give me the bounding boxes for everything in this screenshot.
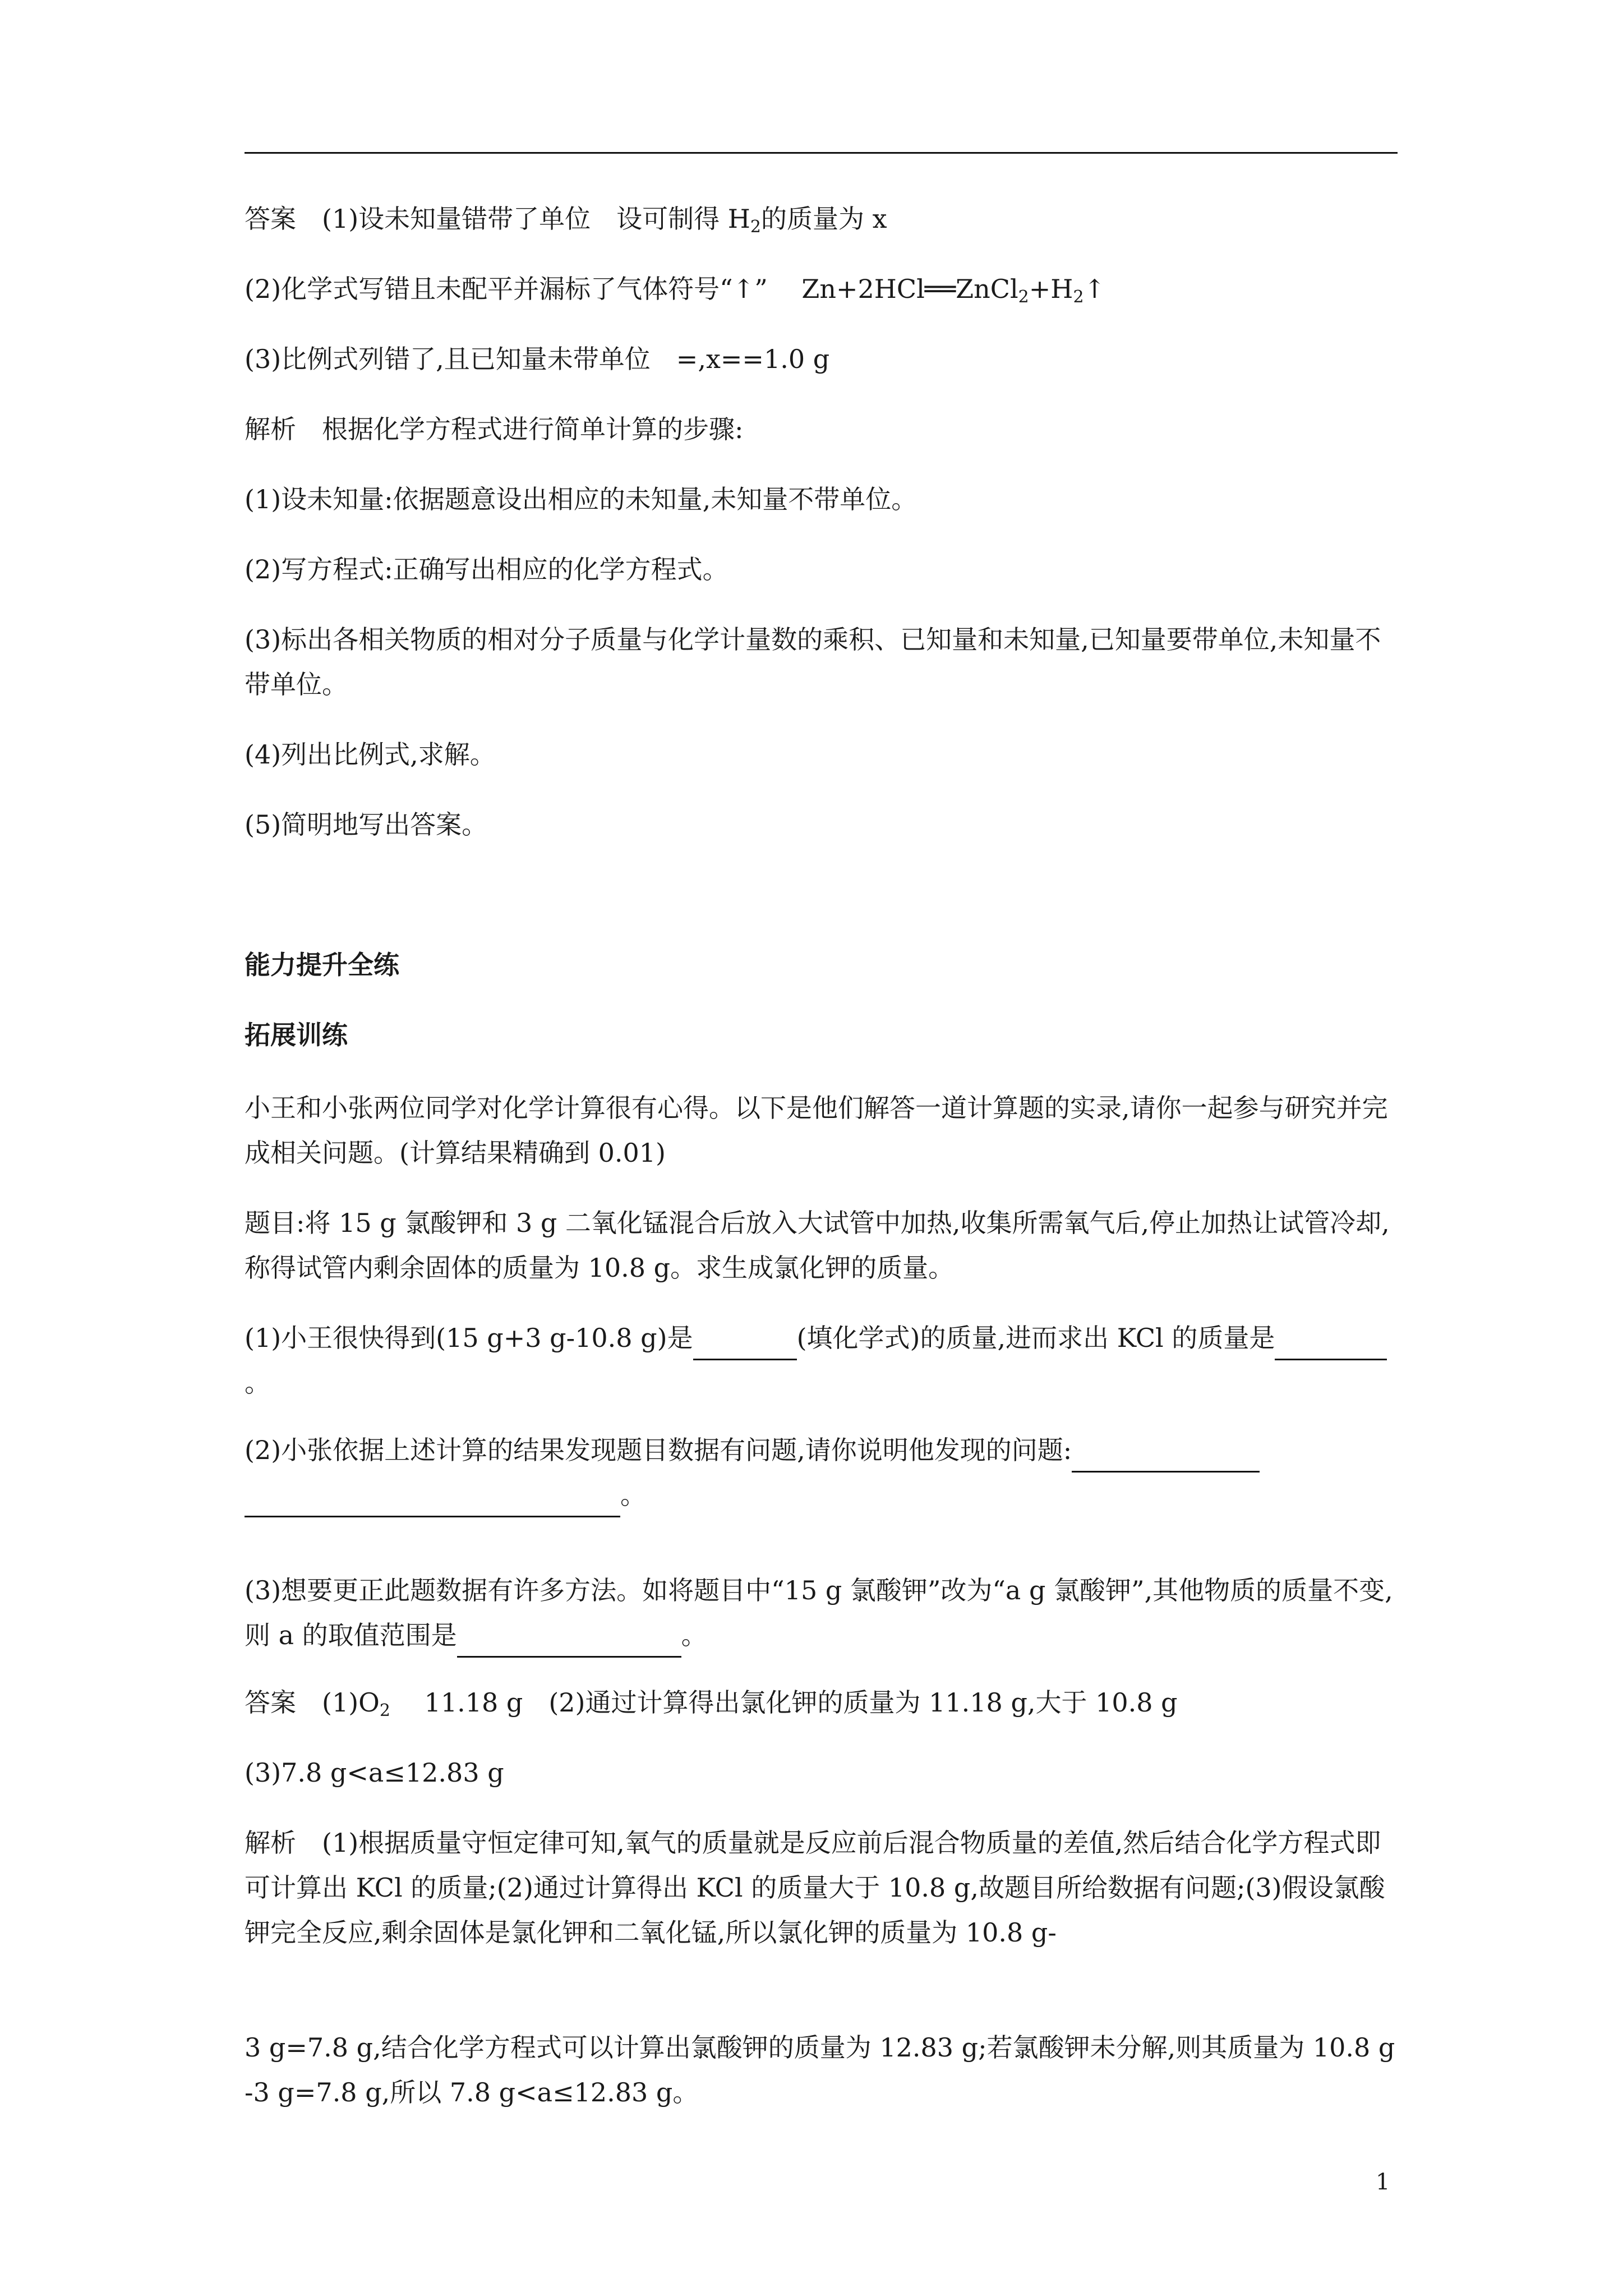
- analysis1-step-4: (4)列出比例式,求解。: [245, 739, 496, 770]
- question-2: (2)小张依据上述计算的结果发现题目数据有问题,请你说明他发现的问题: 。: [245, 1428, 1398, 1517]
- analysis1-step-1: (1)设未知量:依据题意设出相应的未知量,未知量不带单位。: [245, 484, 917, 514]
- analysis1-step-2: (2)写方程式:正确写出相应的化学方程式。: [245, 554, 728, 585]
- section-title: 能力提升全练: [245, 950, 399, 980]
- analysis2-part1: 解析 (1)根据质量守恒定律可知,氧气的质量就是反应前后混合物质量的差值,然后结合化学方程式即可计算出 KCl 的质量;(2)通过计算得出 KCl 的质量大于 10.8 g,故题目所给数据有问题;(3)假设氯酸钾完全反应,剩余固体是氯化钾和二氧化锰,所以氯化钾的质量为 10.8 g-: [245, 1828, 1385, 1948]
- question-1: (1)小王很快得到(15 g+3 g-10.8 g)是 (填化学式)的质量,进而求出 KCl 的质量是。: [245, 1315, 1398, 1405]
- analysis1-intro: 解析 根据化学方程式进行简单计算的步骤:: [245, 414, 744, 444]
- problem-question: 题目:将 15 g 氯酸钾和 3 g 二氧化锰混合后放入大试管中加热,收集所需氧气后,停止加热让试管冷却,称得试管内剩余固体的质量为 10.8 g。求生成氯化钾的质量。: [245, 1208, 1390, 1283]
- subsection-title: 拓展训练: [245, 1020, 348, 1050]
- answer1-line3: (3)比例式列错了,且已知量未带单位 =,x==1.0 g: [245, 344, 830, 374]
- answer-blank-1[interactable]: [693, 1329, 797, 1360]
- header-rule: [245, 152, 1398, 154]
- problem-intro: 小王和小张两位同学对化学计算很有心得。以下是他们解答一道计算题的实录,请你一起参与研究并完成相关问题。(计算结果精确到 0.01): [245, 1093, 1388, 1168]
- analysis2-part2: 3 g=7.8 g,结合化学方程式可以计算出氯酸钾的质量为 12.83 g;若氯酸钾未分解,则其质量为 10.8 g-3 g=7.8 g,所以 7.8 g<a≤12.83 g。: [245, 2032, 1395, 2108]
- question-3: (3)想要更正此题数据有许多方法。如将题目中“15 g 氯酸钾”改为“a g 氯酸钾”,其他物质的质量不变,则 a 的取值范围是 。: [245, 1568, 1398, 1658]
- answer2-line2: (3)7.8 g<a≤12.83 g: [245, 1757, 504, 1788]
- answer1-line2: (2)化学式写错且未配平并漏标了气体符号“↑” $Zn+2HCl══ZnCl_2+H_2↑$: [245, 274, 1106, 307]
- answer-blank-3[interactable]: [1072, 1442, 1260, 1473]
- answer2-line1: 答案 $(1)O_2$ 11.18 g (2)通过计算得出氯化钾的质量为 11.18 g,大于 10.8 g: [245, 1687, 1178, 1720]
- answer-blank-4[interactable]: [245, 1487, 620, 1517]
- page-number: 1: [1376, 2169, 1390, 2195]
- analysis1-step-3: (3)标出各相关物质的相对分子质量与化学计量数的乘积、已知量和未知量,已知量要带单位,未知量不带单位。: [245, 624, 1381, 700]
- answer-blank-5[interactable]: [457, 1627, 681, 1658]
- answer-blank-2[interactable]: [1275, 1329, 1387, 1360]
- answer1-line1: 答案 (1)设未知量错带了单位 设可制得 $H_2$的质量为 x: [245, 204, 887, 237]
- analysis1-step-5: (5)简明地写出答案。: [245, 809, 488, 840]
